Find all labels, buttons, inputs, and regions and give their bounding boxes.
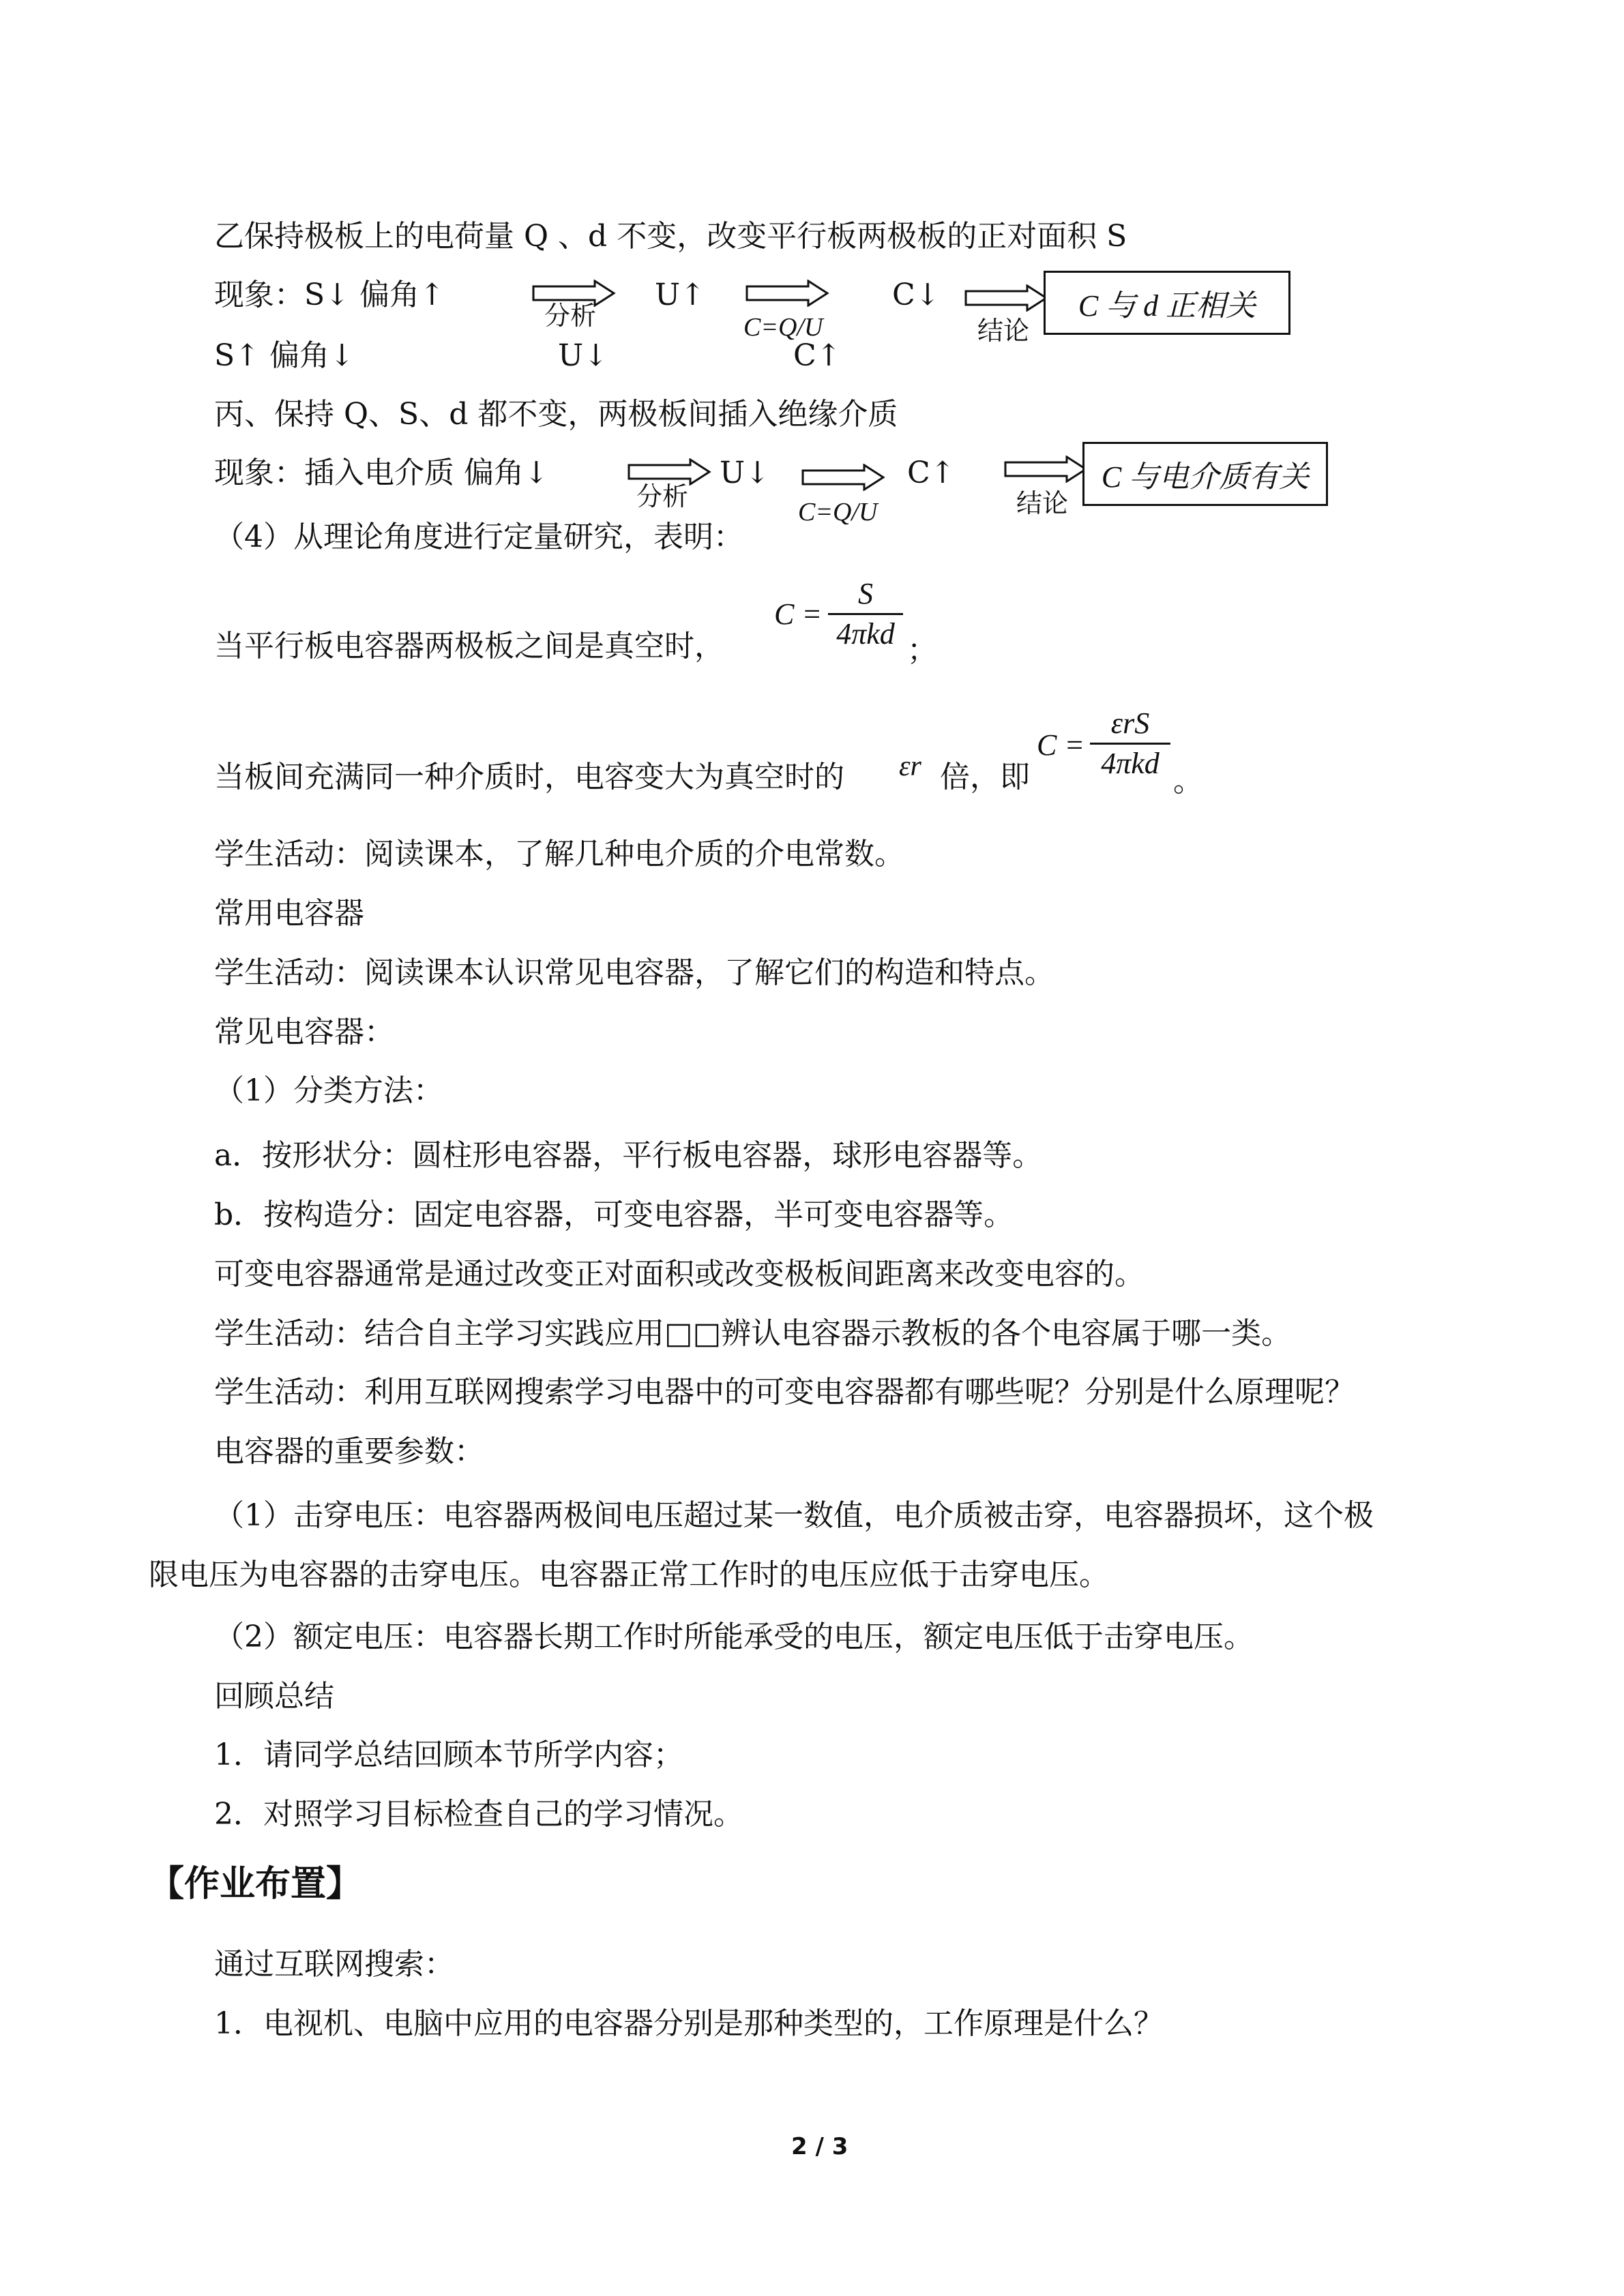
- vacuum-formula-lhs: C =: [774, 597, 823, 631]
- yi-c-down: C↓: [892, 278, 941, 312]
- yi-phenomenon-label: 现象：S↓ 偏角↑: [214, 278, 445, 312]
- line-yi: 乙保持极板上的电荷量 Q 、d 不变，改变平行板两极板的正对面积 S: [214, 219, 1127, 254]
- medium-fraction: [1090, 706, 1170, 781]
- param-1-line-a: （1）击穿电压：电容器两极间电压超过某一数值，电介质被击穿，电容器损坏，这个极: [214, 1498, 1374, 1533]
- vacuum-text: 当平行板电容器两极板之间是真空时，: [214, 629, 724, 664]
- bing-phenomenon-label: 现象：插入电介质 偏角↓: [214, 456, 549, 490]
- medium-numerator: εrS: [1110, 706, 1150, 740]
- yi-conclusion-label: 结论: [977, 316, 1030, 346]
- medium-text2: 倍，即: [940, 760, 1030, 794]
- hollow-arrow-icon: [1004, 456, 1089, 483]
- yi-row2-u: U↓: [558, 338, 608, 373]
- yi-row2-c: C↑: [793, 338, 842, 373]
- medium-tail: 。: [1173, 764, 1203, 799]
- paragraph: 电容器的重要参数：: [214, 1434, 484, 1469]
- paragraph: （1）分类方法：: [214, 1073, 443, 1108]
- line-4: （4）从理论角度进行定量研究，表明：: [214, 520, 743, 554]
- hollow-arrow-icon: [801, 464, 886, 491]
- medium-denominator: 4πkd: [1101, 747, 1160, 780]
- param-2: （2）额定电压：电容器长期工作时所能承受的电压，额定电压低于击穿电压。: [214, 1620, 1254, 1654]
- paragraph: b．按构造分：固定电容器，可变电容器，半可变电容器等。: [214, 1197, 1014, 1232]
- yi-u-up: U↑: [655, 278, 705, 312]
- yi-cqu-label: C=Q/U: [743, 313, 823, 342]
- paragraph: 学生活动：结合自主学习实践应用□□辨认电容器示教板的各个电容属于哪一类。: [214, 1316, 1292, 1351]
- homework-intro: 通过互联网搜索：: [214, 1947, 454, 1982]
- yi-conclusion-box: C 与 d 正相关: [1044, 271, 1290, 335]
- hollow-arrow-icon: [745, 280, 830, 307]
- bing-conclusion-box: C 与电介质有关: [1082, 442, 1328, 506]
- yi-analysis-label: 分析: [544, 301, 597, 331]
- paragraph: 常用电容器: [214, 896, 364, 931]
- medium-eps: εr: [899, 751, 921, 782]
- param-1-line-b: 限电压为电容器的击穿电压。电容器正常工作时的电压应低于击穿电压。: [149, 1557, 1109, 1592]
- page-number: 2 / 3: [791, 2133, 848, 2160]
- bing-c: C↑: [907, 456, 956, 490]
- paragraph: 可变电容器通常是通过改变正对面积或改变极板间距离来改变电容的。: [214, 1257, 1145, 1292]
- paragraph: a．按形状分：圆柱形电容器，平行板电容器，球形电容器等。: [214, 1138, 1043, 1173]
- hollow-arrow-icon: [964, 284, 1049, 312]
- paragraph: 学生活动：利用互联网搜索学习电器中的可变电容器都有哪些呢？分别是什么原理呢？: [214, 1375, 1355, 1410]
- review-item: 1．请同学总结回顾本节所学内容；: [214, 1738, 683, 1772]
- medium-formula-lhs: C =: [1037, 728, 1085, 762]
- review-item: 2．对照学习目标检查自己的学习情况。: [214, 1797, 743, 1832]
- bing-analysis-label: 分析: [636, 481, 689, 511]
- paragraph: 常见电容器：: [214, 1015, 394, 1049]
- yi-row2-left: S↑ 偏角↓: [214, 338, 355, 373]
- line-bing: 丙、保持 Q、S、d 都不变，两极板间插入绝缘介质: [214, 397, 898, 432]
- bing-cqu-label: C=Q/U: [798, 498, 878, 526]
- vacuum-tail: ；: [907, 633, 937, 668]
- paragraph: 学生活动：阅读课本，了解几种电介质的介电常数。: [214, 837, 904, 871]
- review-heading: 回顾总结: [214, 1679, 334, 1714]
- vacuum-denominator: 4πkd: [836, 617, 895, 651]
- bing-u: U↓: [720, 456, 770, 490]
- bing-conclusion-label: 结论: [1016, 488, 1069, 518]
- paragraph: 学生活动：阅读课本认识常见电容器，了解它们的构造和特点。: [214, 955, 1054, 990]
- vacuum-fraction: [828, 576, 903, 652]
- homework-item: 1．电视机、电脑中应用的电容器分别是那种类型的，工作原理是什么？: [214, 2006, 1164, 2041]
- vacuum-numerator: S: [858, 577, 873, 610]
- homework-heading: 【作业布置】: [149, 1864, 362, 1905]
- medium-text: 当板间充满同一种介质时，电容变大为真空时的: [214, 760, 844, 794]
